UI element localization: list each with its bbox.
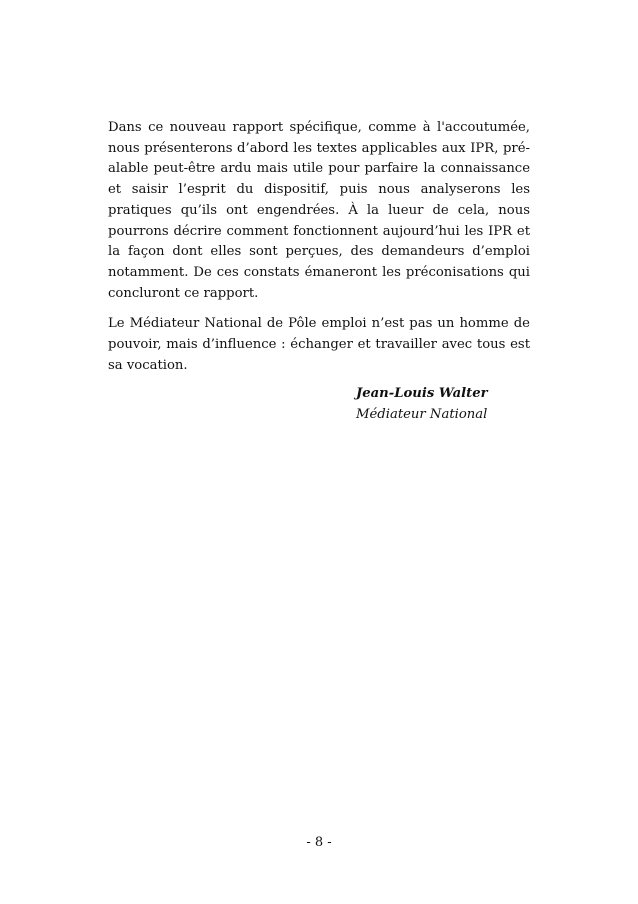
signature-name: Jean-Louis Walter [356,386,488,401]
signature-block [356,384,556,425]
paragraph-mission: Le Médiateur National de Pôle emploi n’est pas un homme de pouvoir, mais d’influence : échanger et travailler avec tous est sa vocation. [108,316,530,373]
paragraph-intro: Dans ce nouveau rapport spécifique, comme à l'accoutumée, nous présenterons d’abord les textes applicables aux IPR, préalable peut-être ardu mais utile pour parfaire la connaissance et saisir l’esprit du dispositif, puis nous analyserons les pratiques qu’ils ont engendrées. À la lueur de cela, nous pourrons décrire comment fonctionnent aujourd’hui les IPR et la façon dont elles sont perçues, des demandeurs d’emploi notamment. De ces constats émaneront les préconisations qui concluront ce rapport. [108,120,530,301]
page-number: - 8 - [306,835,332,850]
body-text [108,118,530,386]
signature-role: Médiateur National [356,406,488,422]
